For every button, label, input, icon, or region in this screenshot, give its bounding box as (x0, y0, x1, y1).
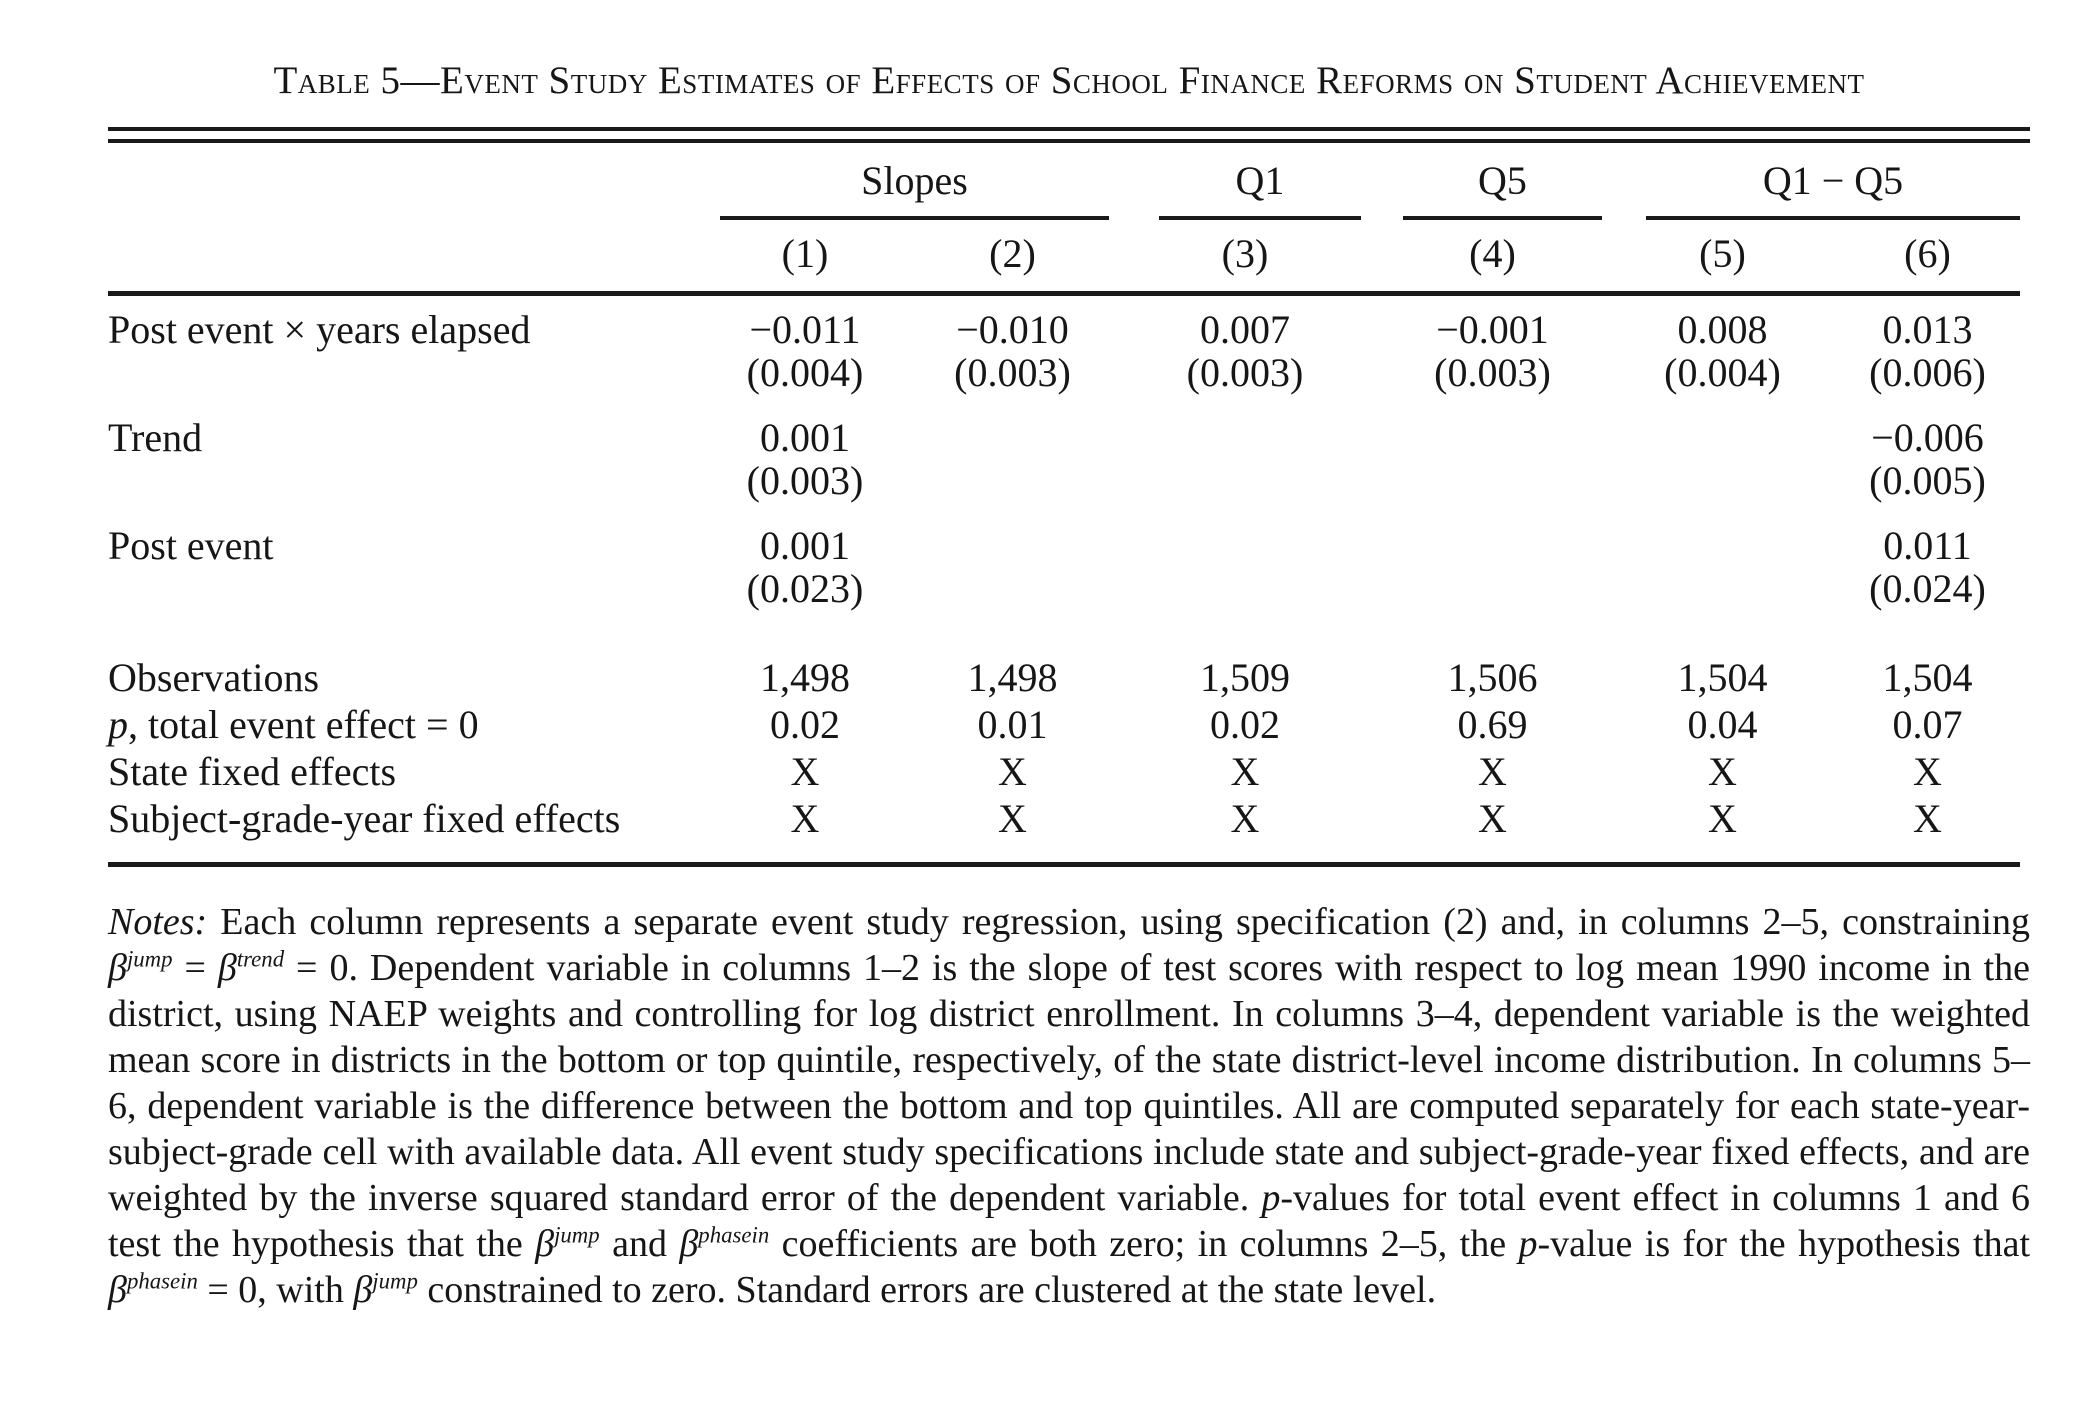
coef-cell (910, 416, 1115, 524)
statistic-value: 1,498 (760, 655, 850, 700)
estimate-value: 0.001 (760, 523, 850, 568)
coef-cell (1115, 294, 1375, 417)
statistic-row (108, 701, 2020, 748)
notes-text: = (172, 947, 218, 989)
beta-superscript: phasein (126, 1268, 198, 1294)
beta-superscript: phasein (698, 1222, 770, 1248)
column-group-label: Q5 (1403, 157, 1602, 220)
standard-error: (0.006) (1869, 350, 1986, 395)
row-label: p, total event effect = 0 (108, 702, 479, 747)
beta-superscript: jump (554, 1222, 600, 1248)
column-number: (2) (910, 220, 1115, 294)
results-table (108, 143, 2020, 867)
column-group-row (108, 143, 2020, 220)
statistic-row (108, 795, 2020, 865)
statistic-value: 1,504 (1882, 655, 1973, 700)
statistic-value: X (1478, 749, 1507, 794)
statistic-value: 0.07 (1892, 702, 1963, 747)
beta-superscript: trend (236, 946, 285, 972)
coef-cell (1835, 294, 2020, 417)
standard-error: (0.004) (746, 350, 864, 395)
notes-text: constrained to zero. Standard errors are clustered at the state level. (417, 1269, 1437, 1311)
coef-cell (1375, 416, 1610, 524)
statistic-value: 0.01 (977, 702, 1048, 747)
statistic-value: X (1115, 795, 1375, 865)
beta-symbol: β (108, 1269, 127, 1311)
notes-text: = 0. Dependent variable in columns 1–2 is the slope of test scores with respect to log mean 1990 income in the district, using NAEP weights and controlling for log district enrollment. In columns 3–4, dependent variable is the weighted mean score in districts in the bottom or top quintile, respectively, of the state district-level income distribution. In columns 5–6, dependent variable is the difference between the bottom and top quintiles. All are computed separately for each state-year-subject-grade cell with available data. All event study specifications include state and subject-grade-year fixed effects, and are weighted by the inverse squared standard error of the dependent variable. (108, 947, 2031, 1219)
coef-cell (1115, 416, 1375, 524)
beta-superscript: jump (126, 946, 173, 972)
notes-label: Notes: (108, 901, 208, 943)
estimate-value: −0.006 (1871, 415, 1984, 460)
column-number: (6) (1835, 220, 2020, 294)
standard-error: (0.004) (1664, 350, 1781, 395)
statistic-row (108, 610, 2020, 701)
standard-error: (0.003) (1434, 350, 1551, 395)
standard-error: (0.003) (1186, 350, 1304, 395)
coef-cell (910, 294, 1115, 417)
beta-symbol: β (535, 1223, 555, 1265)
column-number: (3) (1115, 220, 1375, 294)
coef-cell (1375, 524, 1610, 610)
empty-stub-cell (108, 220, 700, 294)
row-label: Observations (108, 655, 320, 700)
estimate-value: −0.001 (1436, 307, 1549, 352)
standard-error: (0.003) (746, 458, 864, 503)
beta-symbol: β (353, 1269, 373, 1311)
coef-cell (1375, 294, 1610, 417)
coefficient-row (108, 416, 2020, 524)
table-top-double-rule (108, 127, 2030, 143)
statistic-value: X (910, 795, 1115, 865)
column-group-label: Slopes (720, 157, 1109, 220)
statistic-value: X (1610, 795, 1835, 865)
table-title: Table 5—Event Study Estimates of Effects of School Finance Reforms on Student Achievement (273, 59, 1865, 102)
statistic-value: 1,498 (967, 655, 1058, 700)
statistic-value: 0.69 (1457, 702, 1528, 747)
notes-text: coefficients are both zero; in columns 2–5, the (769, 1223, 1519, 1265)
notes-text: -value is for the hypothesis that (1537, 1223, 2031, 1265)
statistic-value: 0.02 (1210, 702, 1280, 747)
column-number: (1) (700, 220, 910, 294)
row-label: Trend (108, 415, 203, 460)
statistic-value: 1,504 (1677, 655, 1768, 700)
coefficient-row (108, 524, 2020, 610)
notes-text: -values for total event effect in columns 1 and 6 test the hypothesis that the (108, 1177, 2030, 1265)
coef-cell (1835, 416, 2020, 524)
statistic-value: X (998, 749, 1027, 794)
estimate-value: −0.011 (749, 307, 861, 352)
statistic-value: 0.04 (1687, 702, 1758, 747)
statistic-value: X (1375, 795, 1610, 865)
column-group-slopes (700, 143, 1115, 220)
column-number-row (108, 220, 2020, 294)
estimate-value: 0.007 (1200, 307, 1290, 352)
estimate-value: −0.010 (956, 307, 1069, 352)
coef-cell (700, 294, 910, 417)
statistic-value: X (1230, 749, 1260, 794)
statistic-value: X (1708, 749, 1737, 794)
notes-text: Each column represents a separate event study regression, using specification (2) and, in columns 2–5, constraining (207, 901, 2030, 943)
table-notes (108, 899, 2030, 1313)
column-number: (5) (1610, 220, 1835, 294)
coef-cell (1115, 524, 1375, 610)
coef-cell (1610, 294, 1835, 417)
coef-cell (1610, 524, 1835, 610)
beta-symbol: β (108, 947, 127, 989)
column-group-q1 (1115, 143, 1375, 220)
statistic-value: X (1913, 749, 1942, 794)
coef-cell (700, 524, 910, 610)
standard-error: (0.024) (1869, 566, 1986, 611)
column-group-label: Q1 − Q5 (1646, 157, 2020, 220)
row-label: State fixed effects (108, 749, 397, 794)
statistic-value: X (790, 749, 820, 794)
column-group-q1-minus-q5 (1610, 143, 2020, 220)
coef-cell (700, 416, 910, 524)
p-symbol: p (1261, 1177, 1281, 1219)
row-label: Post event × years elapsed (108, 307, 531, 352)
column-number: (4) (1375, 220, 1610, 294)
statistic-value: X (700, 795, 910, 865)
coef-cell (1610, 416, 1835, 524)
standard-error: (0.005) (1869, 458, 1986, 503)
column-group-q5 (1375, 143, 1610, 220)
estimate-value: 0.013 (1882, 307, 1973, 352)
estimate-value: 0.011 (1883, 523, 1972, 568)
statistic-value: 0.02 (770, 702, 840, 747)
beta-symbol: β (679, 1223, 699, 1265)
row-label: Post event (108, 523, 274, 568)
notes-text: and (599, 1223, 680, 1265)
empty-stub-cell (108, 143, 700, 220)
beta-symbol: β (217, 947, 237, 989)
notes-text: = 0, with (197, 1269, 354, 1311)
coefficient-row (108, 294, 2020, 417)
estimate-value: 0.008 (1677, 307, 1768, 352)
estimate-value: 0.001 (760, 415, 850, 460)
coef-cell (1835, 524, 2020, 610)
beta-superscript: jump (372, 1268, 418, 1294)
coef-cell (910, 524, 1115, 610)
statistic-value: 1,506 (1447, 655, 1538, 700)
standard-error: (0.003) (954, 350, 1071, 395)
statistic-row (108, 748, 2020, 795)
table-block (108, 0, 2030, 1313)
column-group-label: Q1 (1159, 157, 1361, 220)
statistic-value: X (1835, 795, 2020, 865)
standard-error: (0.023) (746, 566, 864, 611)
statistic-value: 1,509 (1200, 655, 1290, 700)
p-symbol: p (1518, 1223, 1538, 1265)
row-label: Subject-grade-year fixed effects (108, 795, 700, 865)
